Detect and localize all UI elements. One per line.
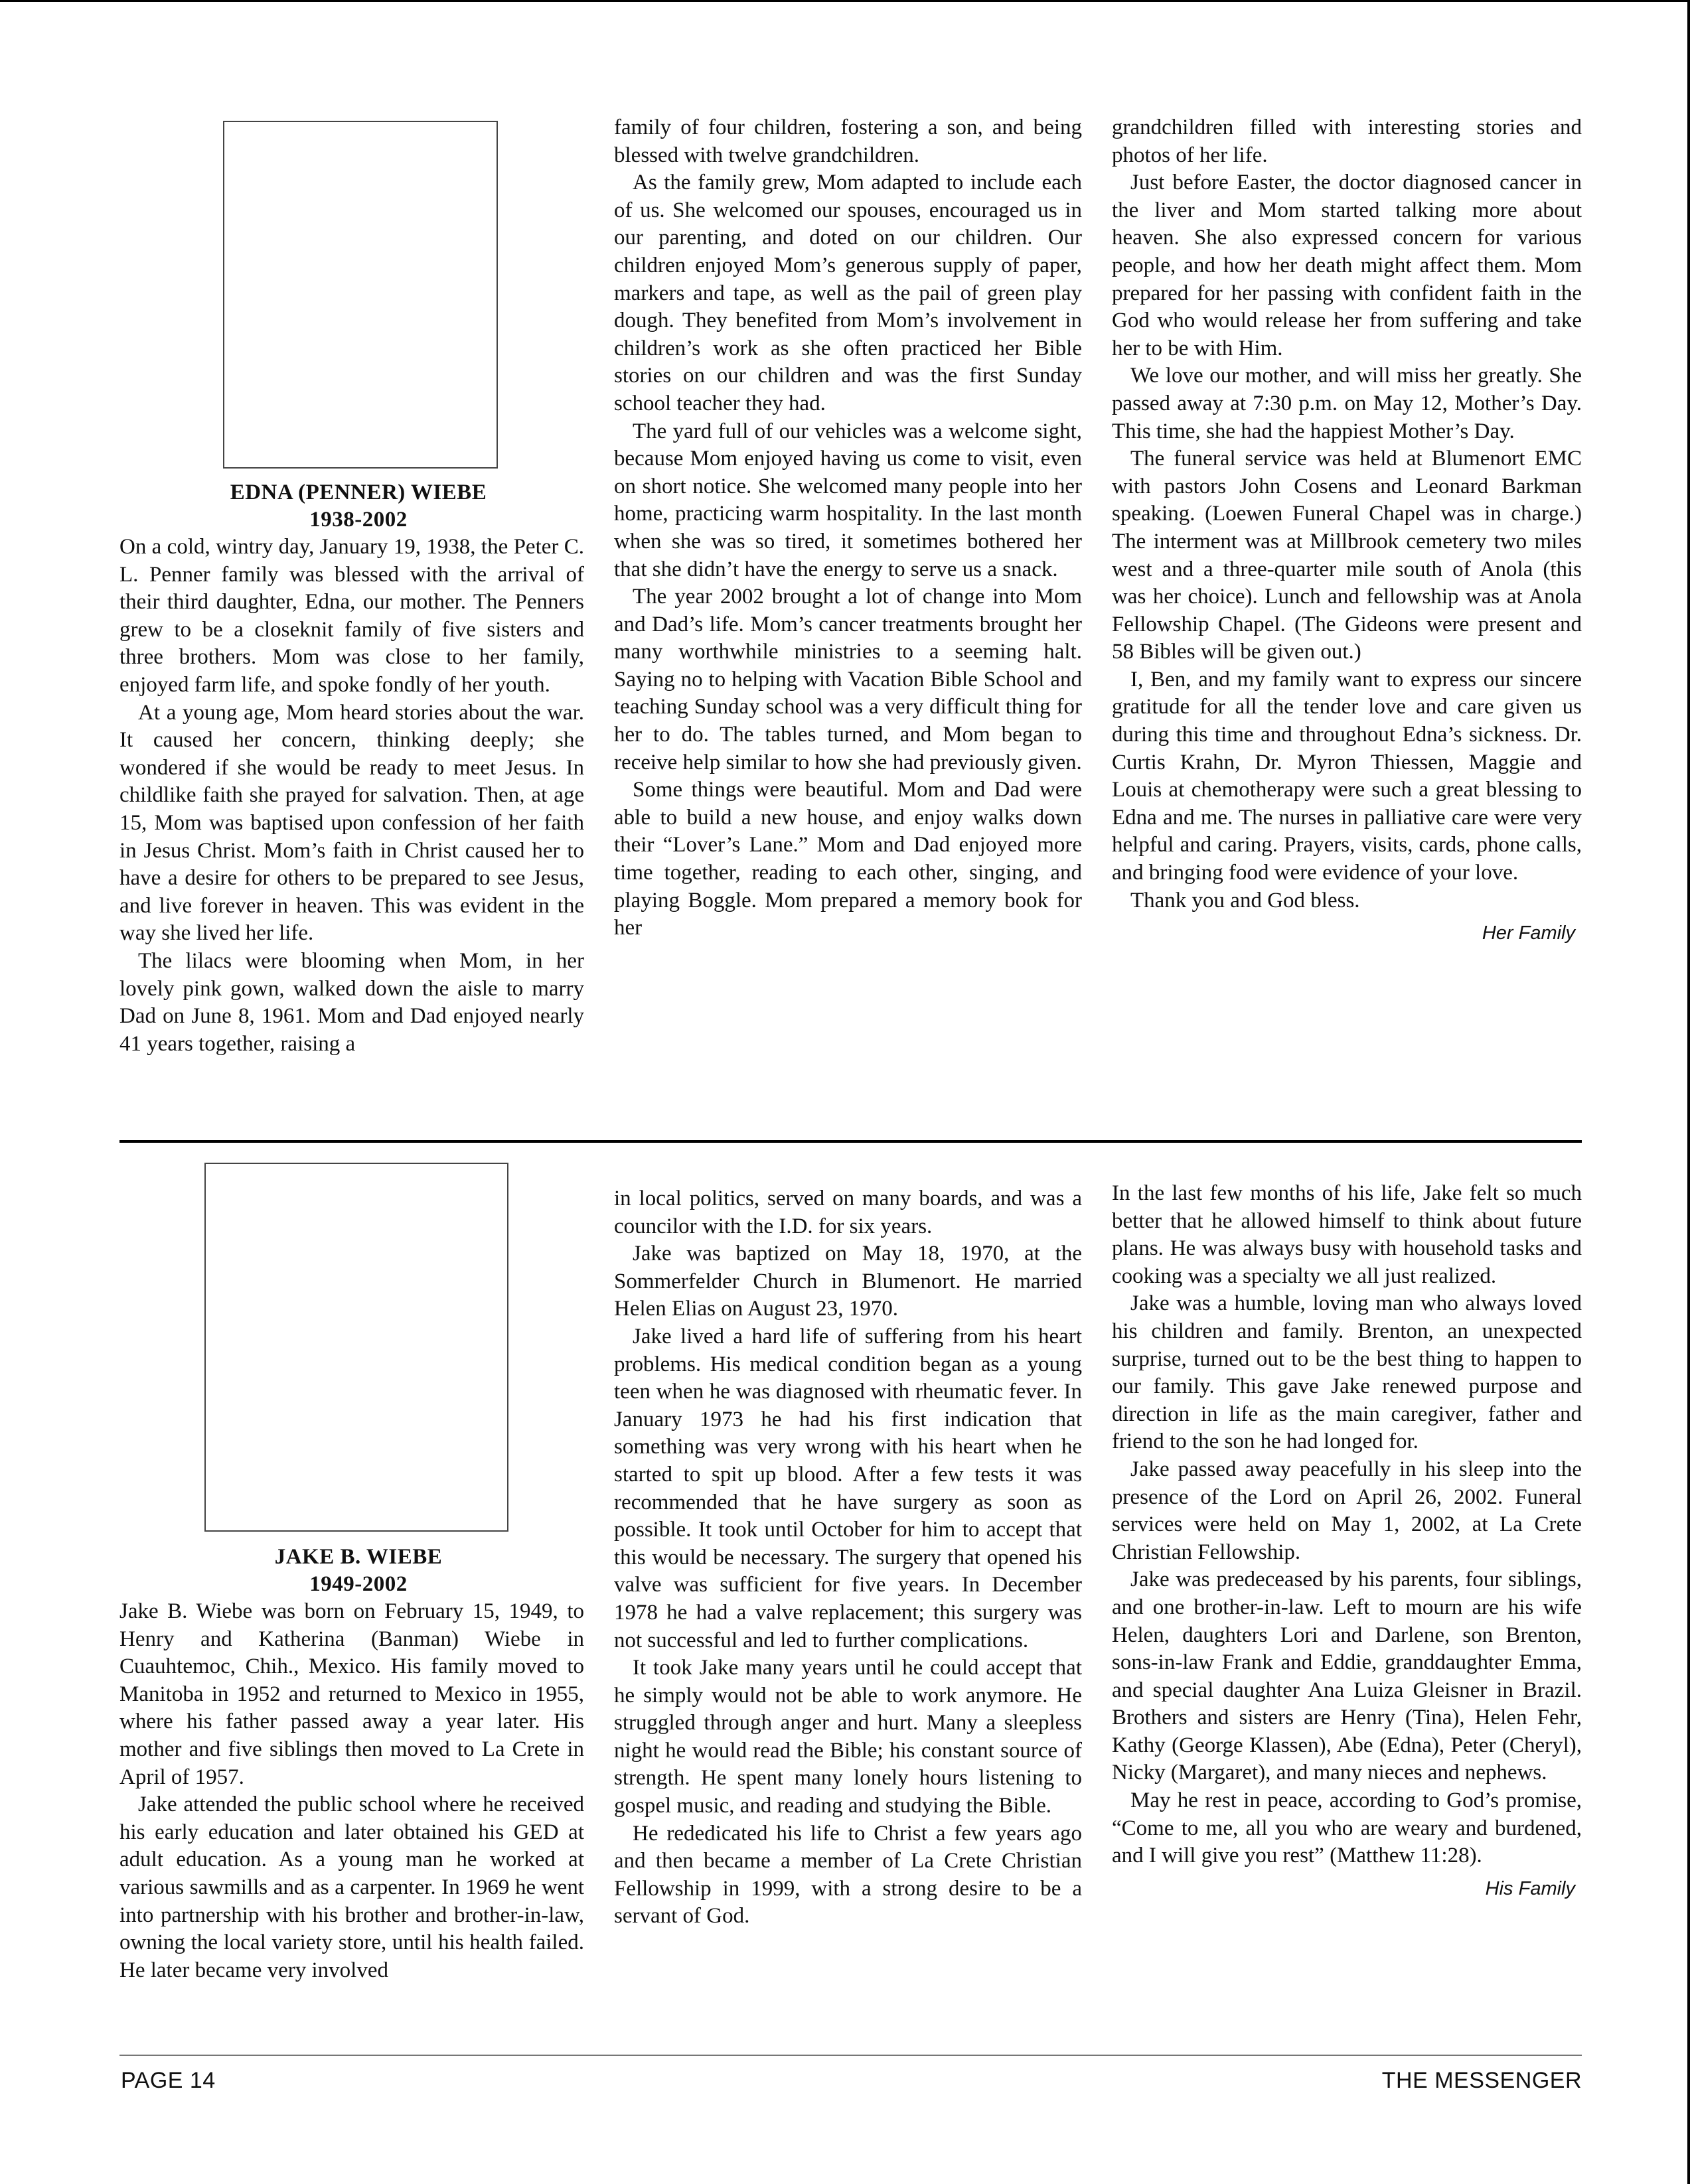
paragraph: Jake B. Wiebe was born on February 15, 1949, to Henry and Katherina (Banman) Wiebe in Cuauhtemoc, Chih., Mexico. His family moved to Manitoba in 1952 and returned to Mexico in 1955, where his father passed away a year later. His mother and five siblings then moved to La Crete in April of 1957. (119, 1599, 584, 1789)
paragraph: Jake passed away peacefully in his sleep into the presence of the Lord on April 26, 2002. Funeral services were held on May 1, 2002, at La Crete Christian Fellowship. (1112, 1457, 1582, 1564)
paragraph: Some things were beautiful. Mom and Dad were able to build a new house, and enjoy walks down their “Lover’s Lane.” Mom and Dad enjoyed more time together, reading to each other, singing, and playing Boggle. Mom prepared a memory book for her (614, 778, 1082, 940)
paragraph: I, Ben, and my family want to express our sincere gratitude for all the tender love and care given us during this time and throughout Edna’s sickness. Dr. Curtis Krahn, Dr. Myron Thiessen, Maggie and Louis at chemotherapy were such a great blessing to Edna and me. The nurses in palliative care were very helpful and caring. Prayers, visits, cards, phone calls, and bringing food were evidence of your love. (1112, 667, 1582, 885)
paragraph: Just before Easter, the doctor diagnosed cancer in the liver and Mom started talking more about heaven. She also expressed concern for various people, and how her death might affect them. Mom prepared for her passing with confident faith in the God who would release her from suffering and take her to be with Him. (1112, 171, 1582, 360)
obituary-jake-column-2 (614, 1185, 1082, 1930)
paragraph: Jake was predeceased by his parents, four siblings, and one brother-in-law. Left to mourn are his wife Helen, daughters Lori and Darlene, son Brenton, sons-in-law Frank and Eddie, granddaughter Emma, and special daughter Ana Luiza Gleisner in Brazil. Brothers and sisters are Henry (Tina), Helen Fehr, Kathy (George Klassen), Abe (Edna), Peter (Cheryl), Nicky (Margaret), and many nieces and nephews. (1112, 1567, 1582, 1785)
obituary-years: 1938-2002 (309, 508, 408, 532)
paragraph: The funeral service was held at Blumenort EMC with pastors John Cosens and Leonard Barkman speaking. (Loewen Funeral Chapel was in charge.) The interment was at Millbrook cemetery two miles west and a three-quarter mile south of Anola (this was her choice). Lunch and fellowship was at Anola Fellowship Chapel. (The Gideons were present and 58 Bibles will be given out.) (1112, 447, 1582, 664)
paragraph: At a young age, Mom heard stories about the war. It caused her concern, thinking deeply; she wondered if she would be ready to meet Jesus. In childlike faith she prayed for salvation. Then, at age 15, Mom was baptised upon confession of her faith in Jesus Christ. Mom’s faith in Christ caused her to have a desire for others to be prepared to see Jesus, and live forever in heaven. This was evident in the way she lived her life. (119, 700, 584, 946)
obituary-title-edna (119, 479, 597, 534)
obituary-edna-column-1 (119, 534, 584, 1058)
paragraph: family of four children, fostering a son, and being blessed with twelve grandchildren. (614, 115, 1082, 167)
footer-rule (119, 2055, 1582, 2056)
obituary-photo-edna (223, 121, 498, 469)
paragraph: As the family grew, Mom adapted to include each of us. She welcomed our spouses, encouraged us in our parenting, and doted on our children. Our children enjoyed Mom’s generous supply of paper, markers and tape, as well as the pail of green play dough. They benefited from Mom’s involvement in children’s work as she often practiced her Bible stories on our children and was the first Sunday school teacher they had. (614, 171, 1082, 415)
signature: His Family (1485, 1877, 1575, 1899)
paragraph: in local politics, served on many boards, and was a councilor with the I.D. for six years. (614, 1187, 1082, 1238)
paragraph: Jake lived a hard life of suffering from his heart problems. His medical condition began as a young teen when he was diagnosed with rheumatic fever. In January 1973 he had his first indication that something was very wrong with his heart when he started to spit up blood. After a few tests it was recommended that he have surgery as soon as possible. It took until October for him to accept that this would be necessary. The surgery that opened his valve was sufficient for five years. In December 1978 he had a valve replacement; this surgery was not successful and led to further complications. (614, 1324, 1082, 1652)
paragraph: Thank you and God bless. (1130, 888, 1360, 912)
paragraph: On a cold, wintry day, January 19, 1938, the Peter C. L. Penner family was blessed with the arrival of their third daughter, Edna, our mother. The Penners grew to be a closeknit family of five sisters and three brothers. Mom was close to her family, enjoyed farm life, and spoke fondly of her youth. (119, 535, 584, 697)
obituary-title-jake (119, 1544, 597, 1598)
paragraph: grandchildren filled with interesting stories and photos of her life. (1112, 115, 1582, 167)
obituary-edna-column-2 (614, 114, 1082, 942)
paragraph: In the last few months of his life, Jake felt so much better that he allowed himself to think about future plans. He was always busy with household tasks and cooking was a specialty we all just realized. (1112, 1181, 1582, 1288)
paragraph: It took Jake many years until he could accept that he simply would not be able to work anymore. He struggled through anger and hurt. Many a sleepless night he would read the Bible; his constant source of strength. He spent many lonely hours listening to gospel music, and reading and studying the Bible. (614, 1656, 1082, 1818)
section-divider (119, 1140, 1582, 1143)
publication-name: THE MESSENGER (1381, 2068, 1582, 2093)
obituary-name: EDNA (PENNER) WIEBE (230, 480, 487, 504)
obituary-years: 1949-2002 (309, 1572, 408, 1596)
paragraph: The lilacs were blooming when Mom, in her lovely pink gown, walked down the aisle to marry Dad on June 8, 1961. Mom and Dad enjoyed nearly 41 years together, raising a (119, 948, 584, 1056)
obituary-edna-column-3 (1112, 114, 1582, 948)
paragraph: The yard full of our vehicles was a welcome sight, because Mom enjoyed having us come to visit, even on short notice. She welcomed many people into her home, practicing warm hospitality. In the last month when she was so tired, it sometimes bothered her that she didn’t have the energy to serve us a snack. (614, 419, 1082, 581)
obituary-jake-column-3 (1112, 1180, 1582, 1903)
paragraph: Jake was baptized on May 18, 1970, at the Sommerfelder Church in Blumenort. He married Helen Elias on August 23, 1970. (614, 1242, 1082, 1321)
obituary-photo-jake (204, 1163, 508, 1532)
paragraph: Jake was a humble, loving man who always loved his children and family. Brenton, an unexpected surprise, turned out to be the best thing to happen to our family. This gave Jake renewed purpose and direction in life as the main caregiver, father and friend to the son he had longed for. (1112, 1291, 1582, 1454)
signature: Her Family (1482, 922, 1575, 944)
obituary-name: JAKE B. WIEBE (274, 1545, 443, 1569)
obituary-jake-column-1 (119, 1598, 584, 1984)
paragraph: He rededicated his life to Christ a few years ago and then became a member of La Crete Christian Fellowship in 1999, with a strong desire to be a servant of God. (614, 1821, 1082, 1929)
paragraph: The year 2002 brought a lot of change into Mom and Dad’s life. Mom’s cancer treatments brought her many worthwhile ministries to a seeming halt. Saying no to helping with Vacation Bible School and teaching Sunday school was a very difficult thing for her to do. The tables turned, and Mom began to receive help similar to how she had previously given. (614, 585, 1082, 774)
paragraph: Jake attended the public school where he received his early education and later obtained his GED at adult education. As a young man he worked at various sawmills and as a carpenter. In 1969 he went into partnership with his brother and brother-in-law, owning the local variety store, until his health failed. He later became very involved (119, 1792, 584, 1982)
paragraph: May he rest in peace, according to God’s promise, “Come to me, all you who are weary and burdened, and I will give you rest” (Matthew 11:28). (1112, 1788, 1582, 1868)
page-number: PAGE 14 (121, 2068, 216, 2093)
paragraph: We love our mother, and will miss her greatly. She passed away at 7:30 p.m. on May 12, Mother’s Day. This time, she had the happiest Mother’s Day. (1112, 364, 1582, 443)
